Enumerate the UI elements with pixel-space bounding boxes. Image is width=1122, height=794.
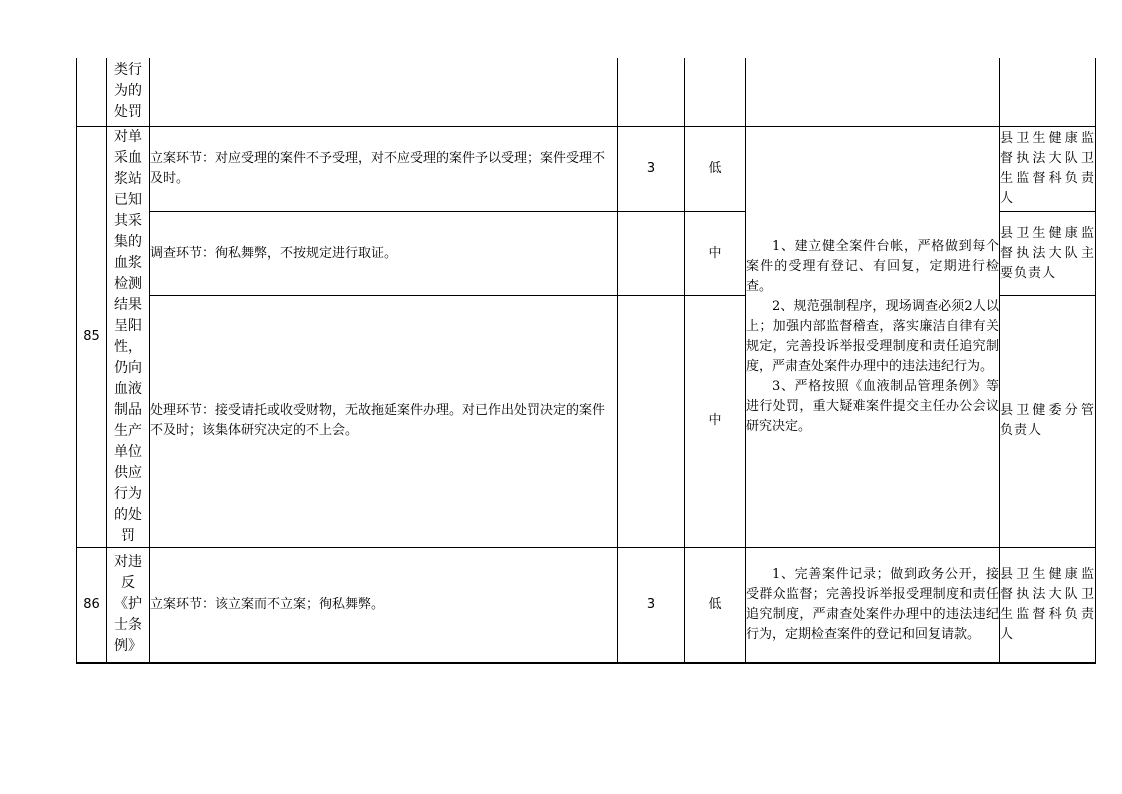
risk-point: 调查环节：徇私舞弊，不按规定进行取证。: [150, 211, 618, 295]
prevention-measures: [746, 547, 1000, 663]
responsible-person: 县卫生健康监督执法大队主要负责人: [1000, 211, 1096, 295]
item-text: 对违反《护士条例》: [114, 554, 142, 655]
number-cell: [77, 58, 107, 126]
item-text: 对单采血浆站已知其采集的血浆检测结果呈阳性，仍向血液制品生产单位供应行为的处罚: [114, 128, 142, 544]
risk-index: [618, 296, 685, 547]
risk-point: 立案环节：该立案而不立案；徇私舞弊。: [150, 547, 618, 663]
risk-level: 中: [685, 211, 746, 295]
measure-item: 1、建立健全案件台帐，严格做到每个案件的受理有登记、有回复，定期进行检查。: [746, 238, 999, 294]
risk-level: 低: [685, 126, 746, 211]
risk-control-table: [76, 58, 1096, 664]
risk-point: 处理环节：接受请托或收受财物，无故拖延案件办理。对已作出处罚决定的案件不及时；该集体研究决定的不上会。: [150, 296, 618, 547]
row-number: 85: [77, 126, 107, 547]
risk-index: 3: [618, 547, 685, 663]
prevention-measures: [746, 126, 1000, 547]
level-cell: [685, 58, 746, 126]
table-row: [77, 126, 1096, 211]
responsible-cell: [1000, 58, 1096, 126]
table-row: [77, 547, 1096, 663]
measure-item: 2、规范强制程序，现场调查必须2人以上；加强内部监督稽查，落实廉洁自律有关规定，完善投诉举报受理制度和责任追究制度，严肃查处案件办理中的违法违纪行为。: [746, 298, 999, 374]
responsible-person: 县卫生健康监督执法大队卫生监督科负责人: [1000, 547, 1096, 663]
table-row-continuation: [77, 58, 1096, 126]
risk-index: 3: [618, 126, 685, 211]
index-cell: [618, 58, 685, 126]
responsible-person: 县卫生健康监督执法大队卫生监督科负责人: [1000, 126, 1096, 211]
item-cell: [107, 126, 150, 547]
measure-item: 3、严格按照《血液制品管理条例》等进行处罚，重大疑难案件提交主任办公会议研究决定。: [746, 378, 999, 434]
risk-level: 低: [685, 547, 746, 663]
risk-point: 立案环节：对应受理的案件不予受理，对不应受理的案件予以受理；案件受理不及时。: [150, 126, 618, 211]
risk-cell: [150, 58, 618, 126]
item-text: 类行为的处罚: [114, 62, 142, 121]
responsible-person: 县卫健委分管负责人: [1000, 296, 1096, 547]
risk-index: [618, 211, 685, 295]
risk-level: 中: [685, 296, 746, 547]
item-cell: [107, 58, 150, 126]
row-number: 86: [77, 547, 107, 663]
item-cell: [107, 547, 150, 663]
measure-item: 1、完善案件记录；做到政务公开，接受群众监督；完善投诉举报受理制度和责任追究制度，严肃查处案件办理中的违法违纪行为，定期检查案件的登记和回复请款。: [746, 566, 999, 642]
measures-cell: [746, 58, 1000, 126]
